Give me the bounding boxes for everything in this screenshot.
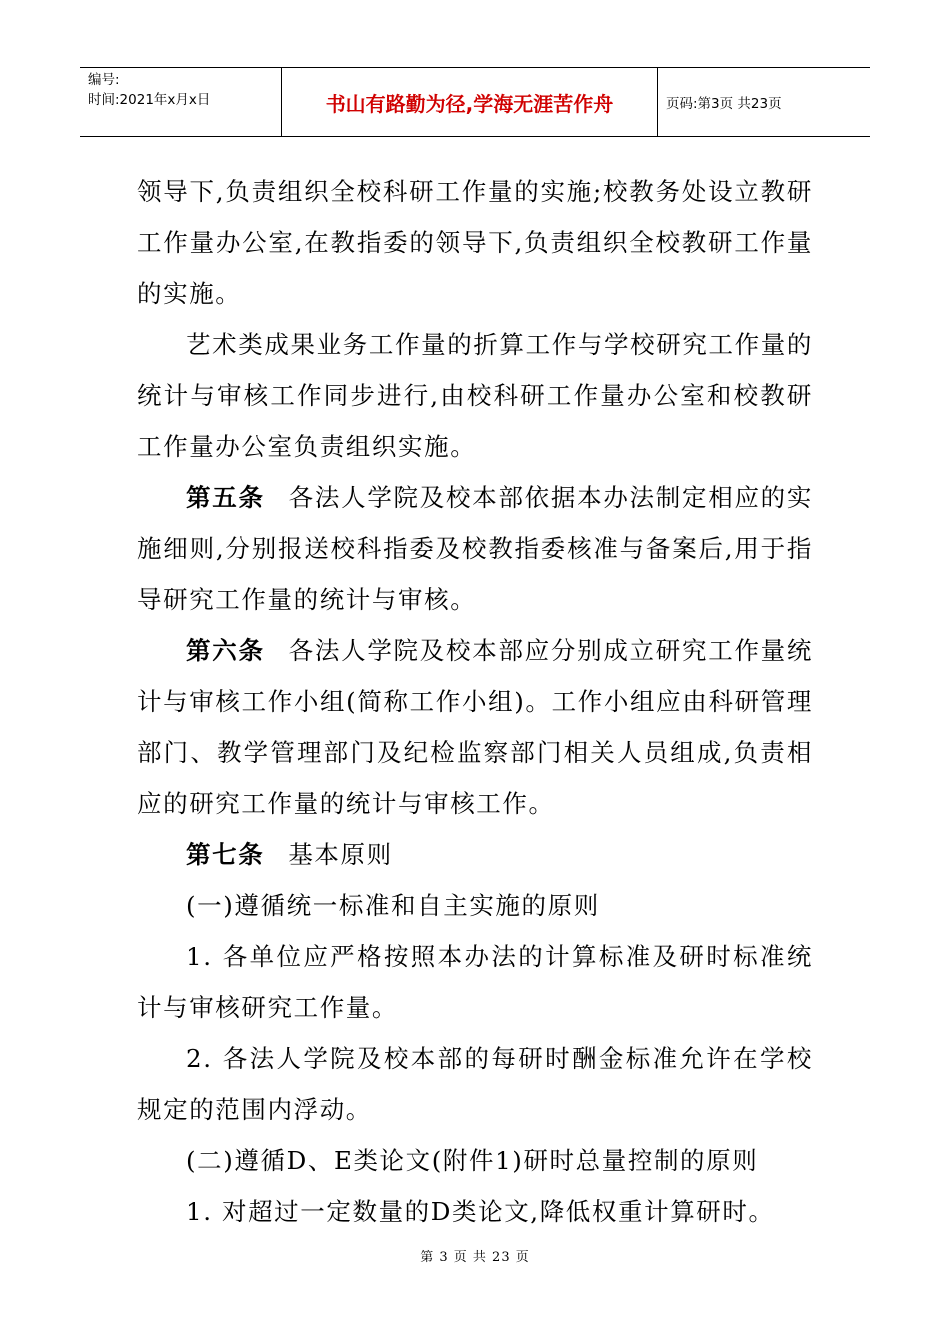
paragraph: 领导下,负责组织全校科研工作量的实施;校教务处设立教研工作量办公室,在教指委的领导下,负责组织全校教研工作量的实施。 <box>137 177 813 308</box>
document-body <box>137 166 813 1237</box>
page-header <box>80 67 870 137</box>
article-paragraph: 第六条 各法人学院及校本部应分别成立研究工作量统计与审核工作小组(简称工作小组)。工作小组应由科研管理部门、教学管理部门及纪检监察部门相关人员组成,负责相应的研究工作量的统计与审核工作。 <box>137 636 813 818</box>
document-date-label: 时间:2021年x月x日 <box>88 92 211 108</box>
sub-heading: (二)遵循D、E类论文(附件1)研时总量控制的原则 <box>186 1146 759 1175</box>
list-item: 1. 对超过一定数量的D类论文,降低权重计算研时。 <box>186 1197 775 1226</box>
page-footer: 第 3 页 共 23 页 <box>420 1250 530 1265</box>
article-number: 第七条 <box>186 840 265 869</box>
article-number: 第六条 <box>186 636 265 665</box>
sub-heading: (一)遵循统一标准和自主实施的原则 <box>186 891 600 920</box>
header-motto: 书山有路勤为径,学海无涯苦作舟 <box>282 68 658 136</box>
document-number-label: 编号: <box>88 72 120 88</box>
header-meta <box>80 68 282 136</box>
list-item: 2. 各法人学院及校本部的每研时酬金标准允许在学校规定的范围内浮动。 <box>137 1044 813 1124</box>
paragraph: 艺术类成果业务工作量的折算工作与学校研究工作量的统计与审核工作同步进行,由校科研工作量办公室和校教研工作量办公室负责组织实施。 <box>137 330 813 461</box>
article-paragraph: 第七条 基本原则 <box>186 840 393 869</box>
list-item: 1. 各单位应严格按照本办法的计算标准及研时标准统计与审核研究工作量。 <box>137 942 813 1022</box>
article-paragraph: 第五条 各法人学院及校本部依据本办法制定相应的实施细则,分别报送校科指委及校教指委核准与备案后,用于指导研究工作量的统计与审核。 <box>137 483 813 614</box>
header-page-info: 页码:第3页 共23页 <box>666 96 782 112</box>
article-number: 第五条 <box>186 483 265 512</box>
